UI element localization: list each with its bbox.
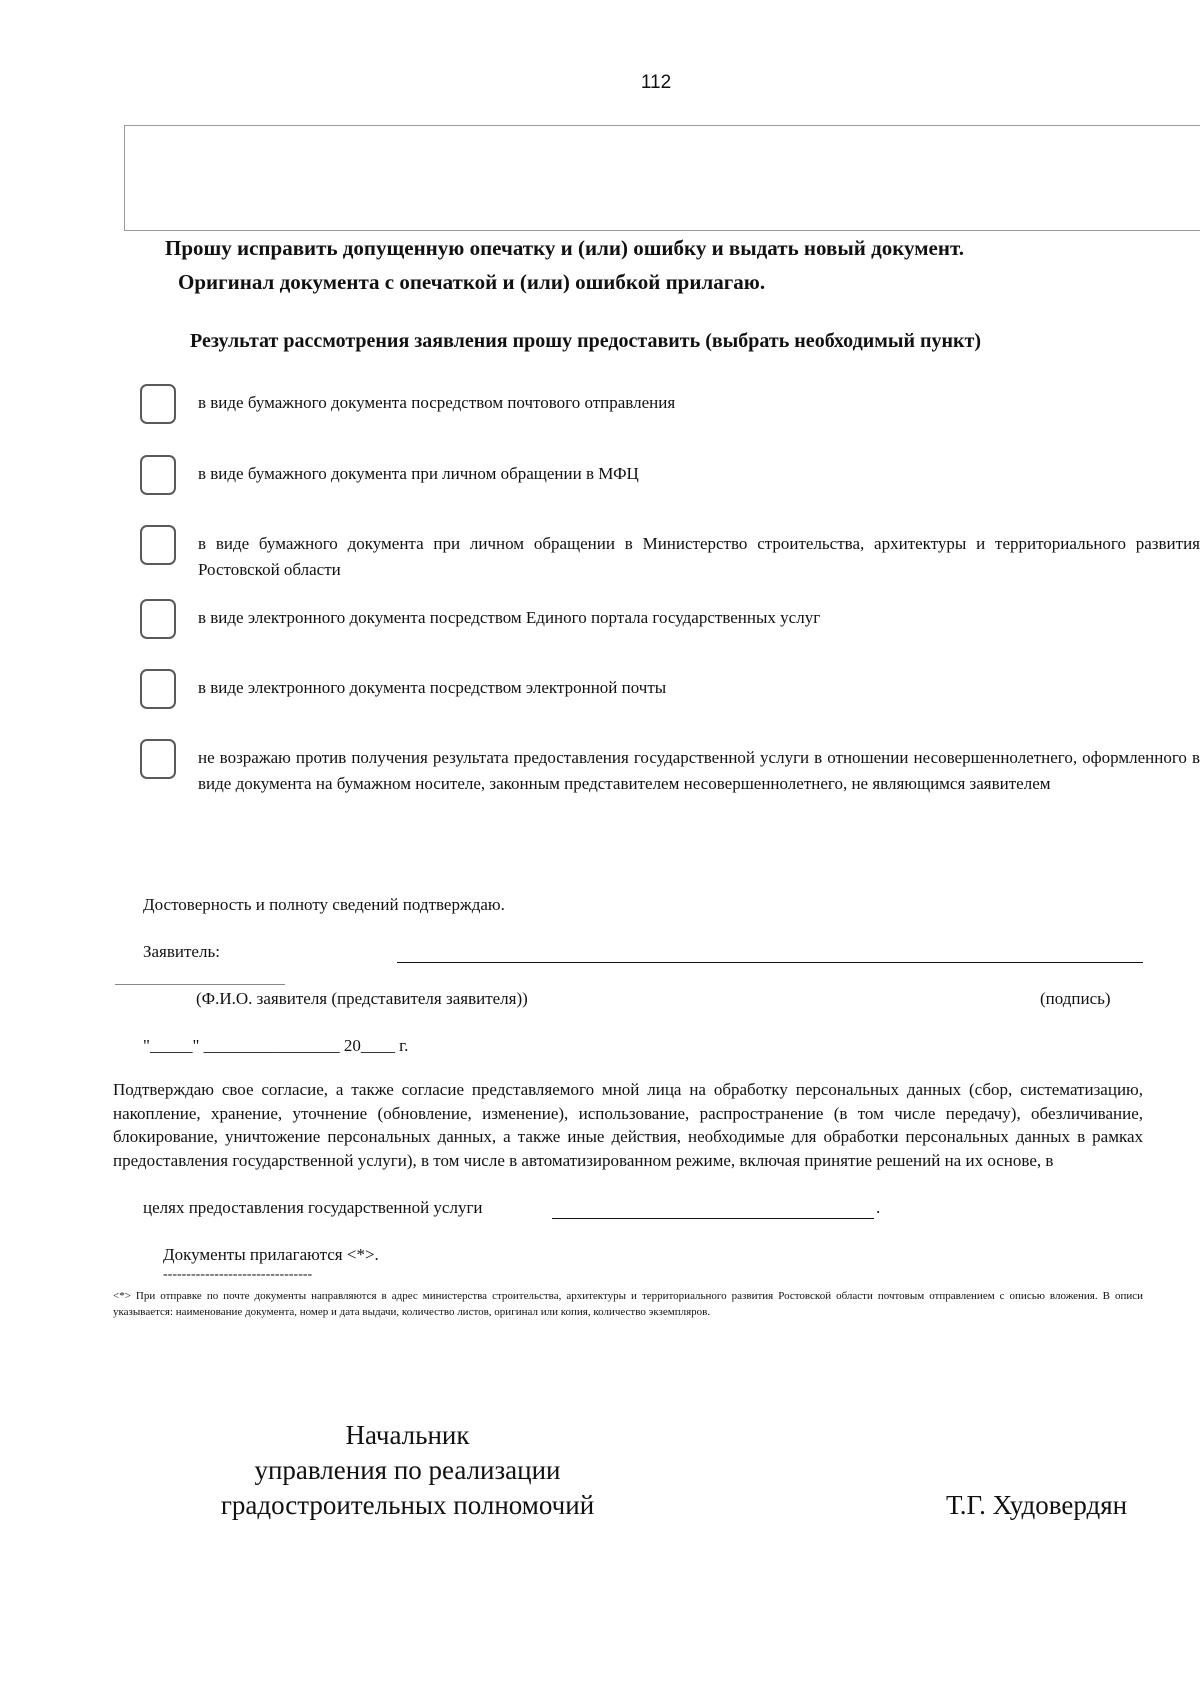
checkbox-ministry[interactable] bbox=[140, 525, 176, 565]
result-heading: Результат рассмотрения заявления прошу предоставить (выбрать необходимый пункт) bbox=[190, 330, 982, 352]
footnote-separator: -------------------------------- bbox=[163, 1267, 313, 1282]
request-line-2: Оригинал документа с опечаткой и (или) ошибкой прилагаю. bbox=[178, 270, 766, 294]
applicant-label: Заявитель: bbox=[143, 942, 220, 961]
purpose-fill-line[interactable] bbox=[552, 1218, 874, 1219]
option-label: в виде бумажного документа посредством почтового отправления bbox=[198, 393, 676, 412]
page-number: 112 bbox=[640, 72, 672, 93]
header-box bbox=[124, 125, 1200, 231]
option-label: в виде электронного документа посредством Единого портала государственных услуг bbox=[198, 608, 821, 627]
signatory-name: Т.Г. Худовердян bbox=[946, 1490, 1128, 1520]
signature-caption: (подпись) bbox=[1040, 989, 1111, 1008]
date-line[interactable]: "_____" ________________ 20____ г. bbox=[143, 1036, 409, 1055]
option-portal[interactable] bbox=[138, 599, 1200, 643]
option-label: в виде бумажного документа при личном обращении в Министерство строительства, архитектуры и территориального развития Ростовской области bbox=[198, 534, 1200, 579]
option-label: в виде бумажного документа при личном обращении в МФЦ bbox=[198, 464, 639, 483]
checkbox-mfc[interactable] bbox=[140, 455, 176, 495]
option-minor[interactable] bbox=[138, 739, 1200, 823]
documents-attached: Документы прилагаются <*>. bbox=[163, 1245, 379, 1264]
option-ministry[interactable] bbox=[138, 525, 1200, 583]
applicant-signature-line[interactable] bbox=[397, 962, 1143, 963]
consent-purpose: целях предоставления государственной услуги bbox=[143, 1198, 483, 1217]
consent-end: . bbox=[876, 1198, 881, 1217]
short-divider bbox=[115, 984, 285, 985]
footnote-text: <*> При отправке по почте документы направляются в адрес министерства строительства, архитектуры и территориального развития Ростовской области почтовым отправлением с описью вложения. В описи указывается: наименование документа, номер и дата выдачи, количество листов, оригинал или копия, количество экземпляров. bbox=[113, 1290, 1143, 1318]
consent-text: Подтверждаю свое согласие, а также согласие представляемого мной лица на обработку персональных данных (сбор, систематизацию, накопление, хранение, уточнение (обновление, изменение), использование, распространение (в том числе передачу), обезличивание, блокирование, уничтожение персональных данных, а также иные действия, необходимые для обработки персональных данных в рамках предоставления государственной услуги), в том числе в автоматизированном режиме, включая принятие решений на их основе, в bbox=[113, 1080, 1143, 1170]
checkbox-email[interactable] bbox=[140, 669, 176, 709]
confirm-text: Достоверность и полноту сведений подтверждаю. bbox=[143, 895, 505, 914]
fio-caption: (Ф.И.О. заявителя (представителя заявителя)) bbox=[196, 989, 528, 1008]
signatory-title-1: Начальник bbox=[345, 1420, 470, 1450]
signatory-title-3: градостроительных полномочий bbox=[220, 1490, 595, 1520]
checkbox-portal[interactable] bbox=[140, 599, 176, 639]
option-label: в виде электронного документа посредством электронной почты bbox=[198, 678, 667, 697]
option-postal[interactable] bbox=[138, 384, 1200, 428]
option-label: не возражаю против получения результата предоставления государственной услуги в отношении несовершеннолетнего, оформленного в виде документа на бумажном носителе, законным представителем несовершеннолетнего, не являющимся заявителем bbox=[198, 748, 1200, 793]
signatory-title-2: управления по реализации bbox=[254, 1455, 561, 1485]
checkbox-minor[interactable] bbox=[140, 739, 176, 779]
option-mfc[interactable] bbox=[138, 455, 1200, 499]
option-email[interactable] bbox=[138, 669, 1200, 713]
checkbox-postal[interactable] bbox=[140, 384, 176, 424]
request-line-1: Прошу исправить допущенную опечатку и (или) ошибку и выдать новый документ. bbox=[165, 236, 964, 260]
